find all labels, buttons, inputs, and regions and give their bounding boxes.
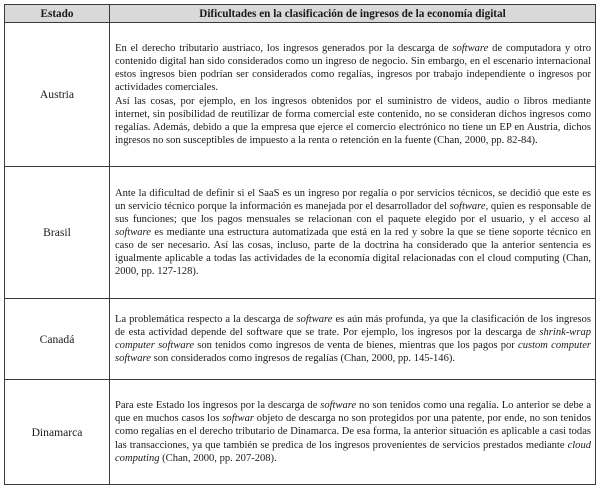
text-run: son considerados como ingresos de regalías (Chan, 2000, pp. 145-146). (150, 353, 455, 365)
description-paragraph (115, 399, 591, 464)
description-cell (110, 167, 596, 299)
country-cell: Dinamarca (5, 380, 110, 485)
table-header-row (5, 5, 596, 23)
text-run: Para este Estado los ingresos por la descarga de (115, 400, 321, 412)
country-cell: Brasil (5, 167, 110, 299)
description-paragraph (115, 95, 591, 147)
description-cell (110, 380, 596, 485)
italic-term: shrink-wrap computer software (115, 326, 591, 351)
text-run: Ante la dificultad de definir si el SaaS es un ingreso por regalía o por servicios técnicos, se decidió que este es un servicio técnico porque la información es manejada por el desarrollador del (115, 187, 591, 212)
table-row (5, 23, 596, 167)
italic-term: softwar (222, 413, 254, 425)
text-run: La problemática respecto a la descarga de (115, 313, 297, 325)
country-cell: Austria (5, 23, 110, 167)
description-paragraph (115, 42, 591, 94)
digital-economy-table (4, 4, 596, 485)
text-run: es aún más profunda, ya que la clasificación de los ingresos de esta actividad depende del software que se trate. Por ejemplo, los ingresos por la descarga de (115, 313, 591, 338)
text-run: objeto de descarga no son protegidos por una patente, por ende, no son tenidos como regalías en el derecho tributario de Dinamarca. De esa forma, la anterior situación es aplicable a casi todas las transacciones, ya que también se predica de los ingresos provenientes de servicios prestados mediante (115, 413, 591, 451)
table-row (5, 167, 596, 299)
text-run: de computadora y otro contenido digital han sido considerados como un ingreso de negocio. Sin embargo, en el escenario internacional estos ingresos bien podrían ser considerados como regalías, ingresos por trabajo independiente o ingresos por actividades comerciales. (115, 43, 591, 94)
description-cell (110, 23, 596, 167)
text-run: En el derecho tributario austriaco, los ingresos generados por la descarga de (115, 43, 453, 55)
text-run: (Chan, 2000, pp. 207-208). (159, 452, 277, 464)
table-row (5, 299, 596, 380)
italic-term: software (320, 400, 357, 412)
text-run: no son tenidos como una regalía. Lo anterior se debe a que en muchos casos los (115, 400, 592, 425)
text-run: son tenidos como ingresos de venta de bienes, mientras que los pagos por (194, 340, 519, 351)
description-paragraph (115, 187, 591, 278)
italic-term: software (115, 226, 151, 238)
text-run: Así las cosas, por ejemplo, en los ingresos obtenidos por el suministro de videos, audio o libros mediante internet, sin posibilidad de reutilizar de forma comercial este contenido, no se consideran dichos ingresos como regalías. Además, debido a que la empresa que ejerce el comercio electrónico no tiene un EP en Austria, dichos ingresos no son susceptibles de impuesto a la renta o retención en la fuente (Chan, 2000, pp. 82-84). (115, 95, 591, 146)
italic-term: software (452, 43, 489, 55)
table-row (5, 380, 596, 485)
text-run: , quien es responsable de sus funciones; que los pagos mensuales se relacionan con el paquete elegido por el usuario, y el acceso al (115, 200, 591, 225)
italic-term: software (449, 200, 486, 212)
italic-term: software (296, 313, 333, 325)
description-paragraph (115, 313, 591, 365)
header-dificultades: Dificultades en la clasificación de ingresos de la economía digital (110, 5, 596, 23)
country-cell: Canadá (5, 299, 110, 380)
italic-term: cloud computing (115, 439, 591, 464)
text-run: es mediante una estructura automatizada que está en la red y sobre la que se tiene soporte técnico en caso de ser necesario. Así las cosas, incluso, parte de la doctrina ha considerado que la anterior sentencia es igualmente aplicable a todas las actividades de la economía digital relacionadas con el cloud computing (Chan, 2000, pp. 127-128). (115, 226, 591, 278)
header-estado: Estado (5, 5, 110, 23)
description-cell (110, 299, 596, 380)
italic-term: custom computer software (115, 340, 591, 365)
